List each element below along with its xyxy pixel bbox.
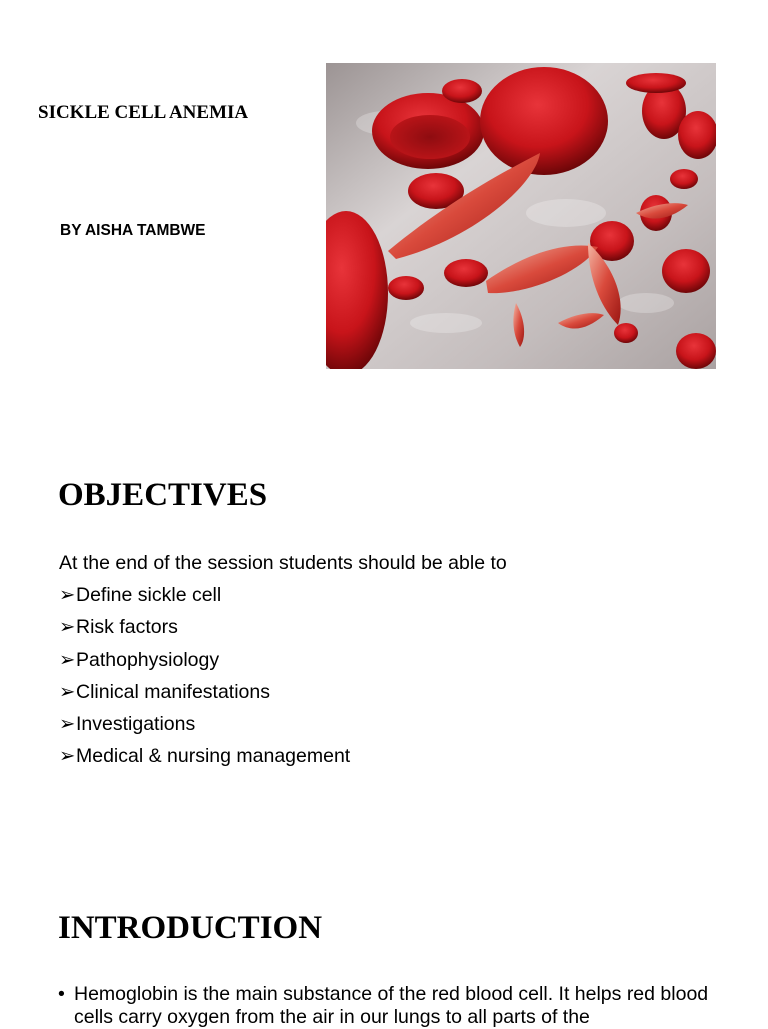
- list-item: [59, 579, 507, 611]
- arrow-bullet-icon: ➢: [59, 616, 76, 639]
- bullet-icon: •: [58, 983, 65, 1005]
- objectives-list: [59, 547, 507, 772]
- list-item: [59, 708, 507, 740]
- list-item: [59, 740, 507, 772]
- arrow-bullet-icon: ➢: [59, 745, 76, 768]
- list-item-label: Risk factors: [76, 616, 178, 639]
- introduction-heading: INTRODUCTION: [58, 910, 323, 946]
- list-item: [59, 676, 507, 708]
- arrow-bullet-icon: ➢: [59, 648, 76, 671]
- objectives-heading: OBJECTIVES: [58, 477, 268, 513]
- list-item: [58, 983, 718, 1029]
- sickle-cell-illustration: [326, 63, 716, 369]
- list-item-label: Medical & nursing management: [76, 745, 351, 768]
- list-item-label: Hemoglobin is the main substance of the red blood cell. It helps red blood cells carry oxygen from the air in our lungs to all parts of the: [74, 983, 709, 1028]
- list-item: [59, 644, 507, 676]
- objectives-intro: At the end of the session students should be able to: [59, 552, 507, 574]
- slide-title: SICKLE CELL ANEMIA: [38, 102, 249, 123]
- list-item-label: Investigations: [76, 713, 196, 736]
- introduction-list: [58, 983, 718, 1029]
- list-item-label: Pathophysiology: [76, 648, 220, 671]
- arrow-bullet-icon: ➢: [59, 584, 76, 607]
- author-line: BY AISHA TAMBWE: [60, 222, 206, 239]
- arrow-bullet-icon: ➢: [59, 680, 76, 703]
- list-item-label: Define sickle cell: [76, 584, 222, 607]
- list-item-label: Clinical manifestations: [76, 680, 271, 703]
- list-item: [59, 611, 507, 643]
- arrow-bullet-icon: ➢: [59, 713, 76, 736]
